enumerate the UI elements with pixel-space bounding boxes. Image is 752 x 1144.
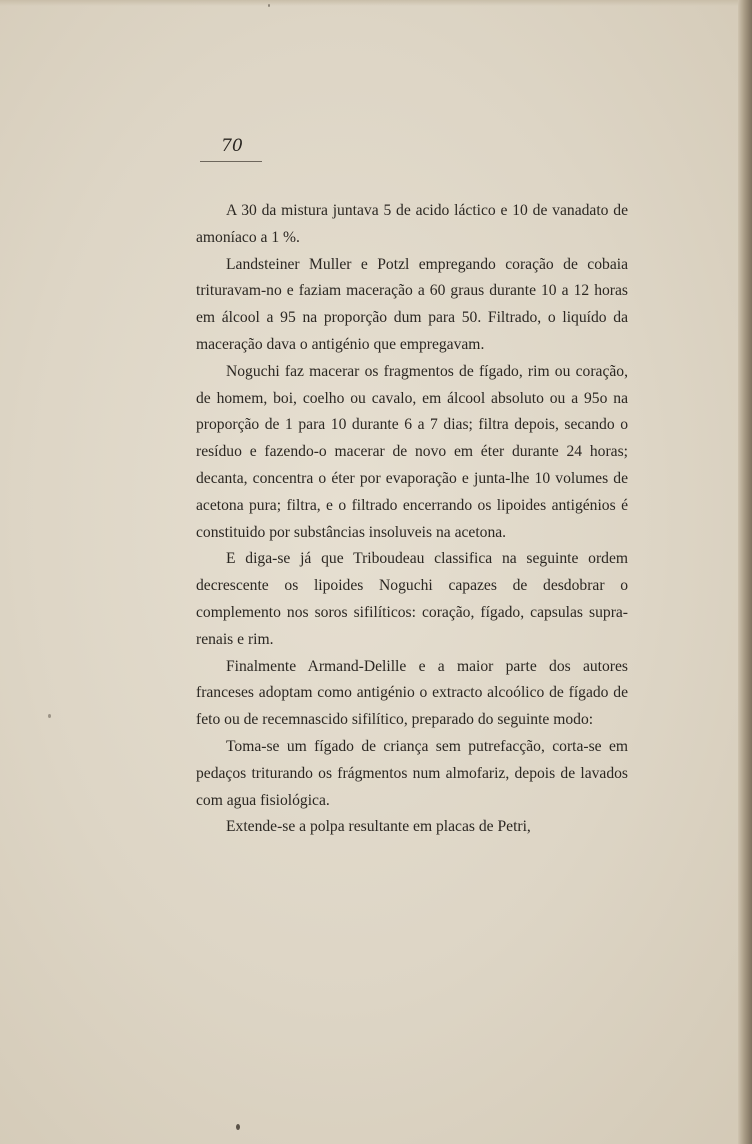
paper-speck [236,1124,240,1130]
page-number: 70 [200,136,262,162]
paragraph: Finalmente Armand-Delille e a maior parte dos autores franceses adoptam como antigénio o extracto alcoólico de fígado de feto ou de recemnascido sifilítico, preparado do seguinte modo: [196,657,628,729]
body-text [196,198,628,841]
paper-speck [48,714,51,718]
paragraph: E diga-se já que Triboudeau classifica na seguinte ordem decrescente os lipoides Noguchi capazes de desdobrar o complemento nos soros sifilíticos: coração, fígado, capsulas supra-renais e rim. [196,550,628,648]
paragraph: Extende-se a polpa resultante em placas de Petri, [226,818,531,836]
page-binding-edge [738,0,752,1144]
paragraph: Landsteiner Muller e Potzl empregando coração de cobaia trituravam-no e faziam maceração a 60 graus durante 10 a 12 horas em álcool a 95 na proporção dum para 50. Filtrado, o liquído da maceração dava o antigénio que empregavam. [196,255,628,353]
paragraph: Noguchi faz macerar os fragmentos de fígado, rim ou coração, de homem, boi, coelho ou cavalo, em álcool absoluto ou a 95o na proporção de 1 para 10 durante 6 a 7 dias; filtra depois, secando o resíduo e fazendo-o macerar de novo em éter durante 24 horas; decanta, concentra o éter por evaporação e junta-lhe 10 volumes de acetona pura; filtra, e o filtrado encerrando os lipoides antigénios é constituido por substâncias insoluveis na acetona. [196,362,628,541]
paragraph: Toma-se um fígado de criança sem putrefacção, corta-se em pedaços triturando os frágmentos num almofariz, depois de lavados com agua fisiológica. [196,737,628,809]
page-top-shadow [0,0,752,6]
paragraph: A 30 da mistura juntava 5 de acido láctico e 10 de vanadato de amoníaco a 1 %. [196,202,628,246]
paper-speck [268,4,270,7]
